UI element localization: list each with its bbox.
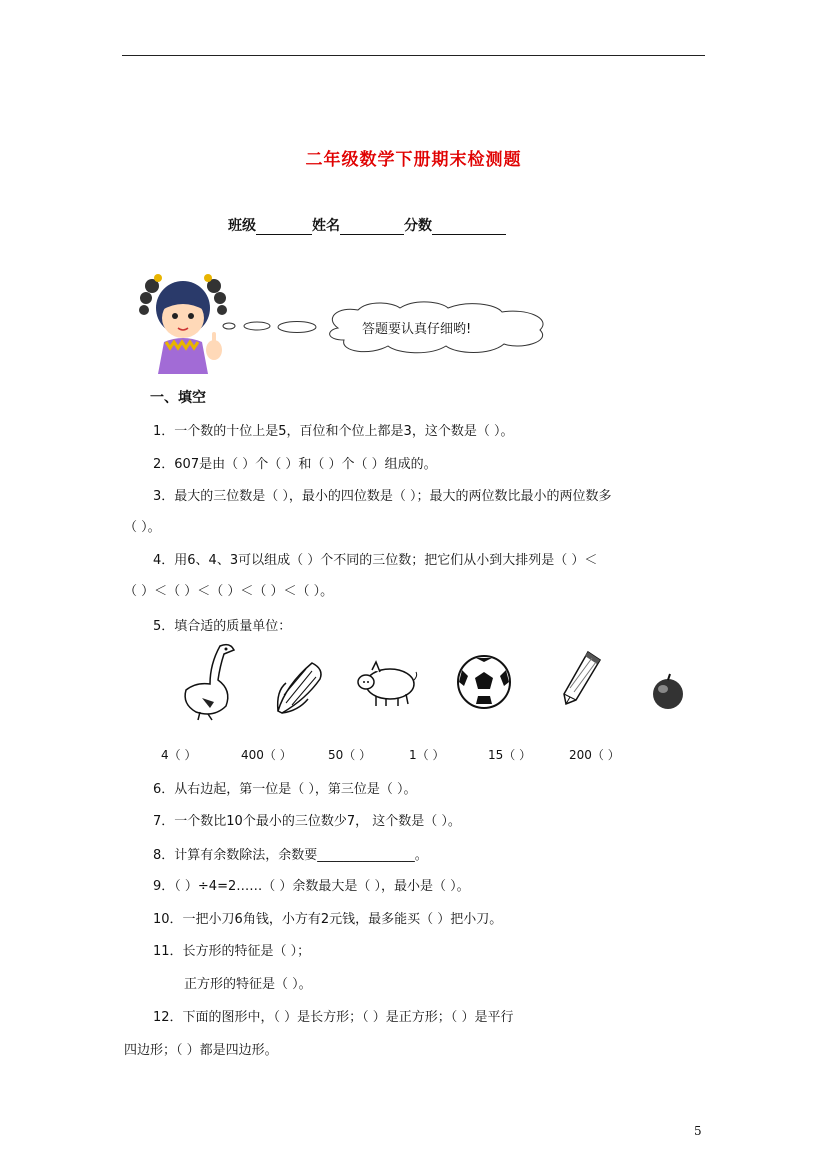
question-11-line-1: 11．长方形的特征是（ ）；	[153, 944, 311, 959]
question-7: 7．一个数比10个最小的三位数少7， 这个数是（ ）。	[153, 814, 461, 829]
class-blank[interactable]	[256, 220, 312, 235]
unit-item[interactable]: 200（ ）	[569, 748, 620, 762]
pencil-icon	[562, 650, 602, 706]
class-label: 班级	[228, 218, 256, 234]
question-8: 8．计算有余数除法，余数要_______________。	[153, 848, 428, 863]
soccer-ball-icon	[456, 654, 512, 710]
girl-illustration	[136, 270, 232, 374]
question-5: 5．填合适的质量单位：	[153, 619, 292, 634]
question-6: 6．从右边起，第一位是（ ），第三位是（ ）。	[153, 782, 417, 797]
question-4-line-1: 4．用6、4、3可以组成（ ）个不同的三位数；把它们从小到大排列是（ ）＜	[153, 553, 598, 568]
page-number: 5	[694, 1124, 702, 1138]
apple-icon	[650, 672, 686, 712]
unit-item[interactable]: 50（ ）	[328, 748, 372, 762]
question-1: 1．一个数的十位上是5，百位和个位上都是3，这个数是（ ）。	[153, 424, 514, 439]
unit-item[interactable]: 15（ ）	[488, 748, 532, 762]
question-3-line-2: （ ）。	[124, 520, 161, 535]
unit-item[interactable]: 1（ ）	[409, 748, 445, 762]
section-heading: 一、填空	[150, 390, 206, 406]
question-4-line-2: （ ）＜（ ）＜（ ）＜（ ）＜（ ）。	[124, 584, 334, 599]
question-11-line-2: 正方形的特征是（ ）。	[184, 977, 312, 992]
name-blank[interactable]	[340, 220, 404, 235]
pig-icon	[354, 658, 418, 710]
goose-icon	[180, 640, 238, 722]
header-rule	[122, 55, 705, 56]
score-label: 分数	[404, 218, 432, 234]
question-9: 9．（ ）÷4=2……（ ）余数最大是（ ），最小是（ ）。	[153, 879, 470, 894]
unit-item[interactable]: 400（ ）	[241, 748, 292, 762]
student-info-fields	[228, 215, 506, 235]
corn-icon	[272, 655, 328, 715]
name-label: 姓名	[312, 218, 340, 234]
unit-item[interactable]: 4（ ）	[161, 748, 197, 762]
page-title: 二年级数学下册期末检测题	[305, 150, 522, 170]
question-12-line-1: 12．下面的图形中，（ ）是长方形；（ ）是正方形；（ ）是平行	[153, 1010, 514, 1025]
score-blank[interactable]	[432, 220, 506, 235]
question-3-line-1: 3．最大的三位数是（ ），最小的四位数是（ ）；最大的两位数比最小的两位数多	[153, 489, 612, 504]
question-2: 2．607是由（ ）个（ ）和（ ）个（ ）组成的。	[153, 457, 437, 472]
question-12-line-2: 四边形；（ ）都是四边形。	[124, 1043, 278, 1058]
question-10: 10．一把小刀6角钱，小方有2元钱，最多能买（ ）把小刀。	[153, 912, 503, 927]
reminder-text: 答题要认真仔细哟!	[362, 322, 472, 337]
